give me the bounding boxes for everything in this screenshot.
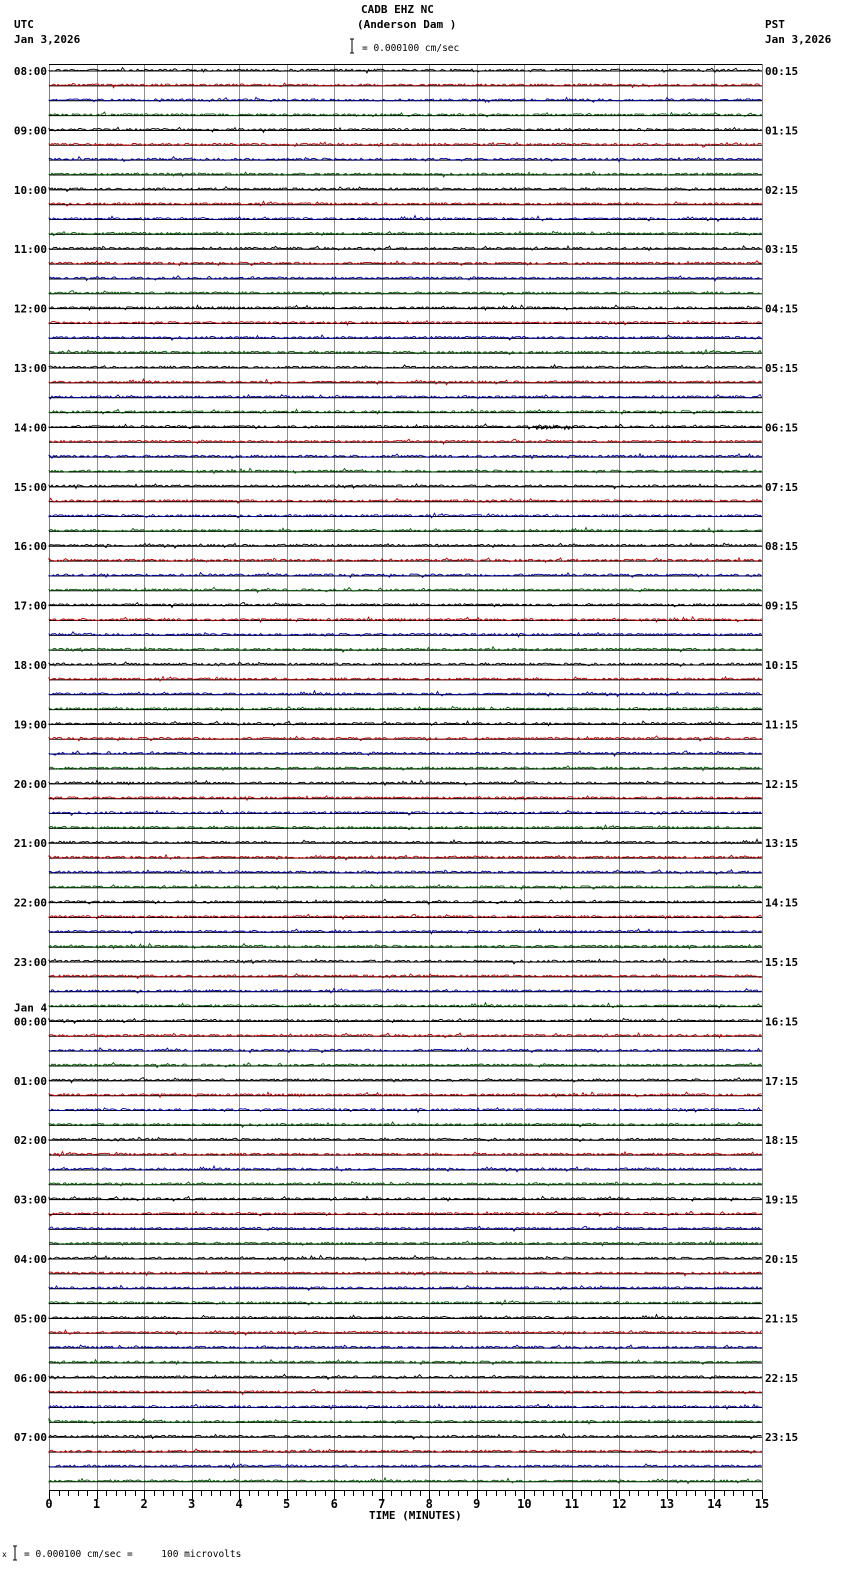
- utc-hour-label: 23:00: [13, 956, 47, 969]
- trace-row: [49, 1330, 762, 1335]
- footer-prefix: x: [2, 1550, 7, 1559]
- station-location: (Anderson Dam ): [357, 18, 457, 31]
- trace-row: [49, 1137, 762, 1141]
- pst-hour-label: 14:15: [765, 896, 799, 910]
- trace-row: [49, 617, 762, 622]
- event-burst: [534, 426, 573, 430]
- pst-hour-label: 19:15: [765, 1193, 799, 1207]
- trace-row: [49, 1360, 762, 1365]
- utc-hour-label: 14:00: [13, 421, 47, 435]
- pst-hour-label: 07:15: [765, 480, 799, 494]
- x-axis-label: TIME (MINUTES): [369, 1509, 462, 1522]
- trace-row: [49, 1256, 762, 1261]
- utc-hour-label: 17:00: [13, 599, 47, 613]
- trace-row: [49, 350, 762, 355]
- x-tick-label: 11: [564, 1497, 580, 1511]
- utc-hour-label: 21:00: [13, 837, 47, 851]
- trace-row: [49, 766, 762, 771]
- trace-row: [49, 439, 762, 444]
- trace-row: [49, 885, 762, 890]
- trace-row: [49, 1300, 762, 1305]
- trace-row: [49, 944, 762, 949]
- trace-row: [49, 1404, 762, 1409]
- utc-hour-label: 13:00: [13, 362, 47, 375]
- x-tick-label: 8: [425, 1497, 433, 1511]
- trace-row: [49, 1226, 762, 1231]
- pst-hour-label: 05:15: [765, 362, 799, 375]
- trace-row: [49, 216, 762, 222]
- trace-row: [49, 1196, 762, 1201]
- trace-row: [49, 691, 762, 697]
- trace-row: [49, 276, 762, 281]
- trace-row: [49, 97, 762, 102]
- trace-row: [49, 1122, 762, 1127]
- trace-row: [49, 1241, 762, 1246]
- trace-row: [49, 1478, 762, 1484]
- trace-row: [49, 305, 762, 310]
- right-date: Jan 3,2026: [765, 33, 832, 46]
- trace-row: [49, 870, 762, 875]
- trace-row: [49, 468, 762, 473]
- trace-row: [49, 68, 762, 73]
- trace-row: [49, 1449, 762, 1453]
- trace-row: [49, 187, 762, 192]
- x-tick-label: 14: [707, 1497, 722, 1511]
- pst-hour-label: 00:15: [765, 65, 799, 78]
- trace-row: [49, 1063, 762, 1068]
- trace-row: [49, 662, 762, 666]
- pst-hour-label: 15:15: [765, 956, 799, 969]
- utc-hour-label: 04:00: [13, 1253, 47, 1266]
- trace-row: [49, 1078, 762, 1083]
- x-tick-label: 15: [754, 1497, 770, 1511]
- trace-row: [49, 855, 762, 860]
- header-scale-text: = 0.000100 cm/sec: [362, 43, 460, 54]
- trace-row: [49, 246, 762, 251]
- trace-row: [49, 647, 762, 652]
- trace-row: [49, 929, 762, 934]
- left-timezone: UTC: [14, 18, 34, 31]
- trace-row: [49, 498, 762, 503]
- trace-row: [49, 974, 762, 979]
- trace-row: [49, 513, 762, 518]
- x-tick-label: 2: [140, 1497, 148, 1511]
- trace-row: [49, 1003, 762, 1008]
- utc-hour-label: 11:00: [13, 243, 47, 257]
- trace-row: [49, 796, 762, 800]
- pst-hour-label: 17:15: [765, 1074, 799, 1088]
- station-title: CADB EHZ NC: [361, 3, 434, 16]
- x-tick-label: 1: [92, 1497, 101, 1511]
- pst-hour-label: 11:15: [765, 718, 799, 732]
- utc-hour-label: 12:00: [13, 302, 47, 316]
- trace-row: [49, 1018, 762, 1023]
- utc-hour-label: 19:00: [13, 718, 47, 732]
- utc-hour-label: 16:00: [13, 540, 47, 554]
- footer-scale-bar-icon: [13, 1546, 17, 1560]
- trace-row: [49, 424, 762, 429]
- seismic-traces: [49, 68, 762, 1484]
- trace-row: [49, 201, 762, 206]
- x-tick-label: 5: [283, 1497, 291, 1511]
- pst-hour-label: 06:15: [765, 421, 799, 435]
- footer-scale-text: = 0.000100 cm/sec = 100 microvolts: [24, 1549, 242, 1560]
- trace-row: [49, 172, 762, 177]
- trace-row: [49, 142, 762, 147]
- x-tick-label: 10: [517, 1497, 532, 1511]
- trace-row: [49, 321, 762, 325]
- trace-row: [49, 780, 762, 785]
- pst-hour-label: 03:15: [765, 243, 799, 257]
- utc-hour-label: 09:00: [13, 124, 47, 138]
- x-tick-label: 6: [330, 1497, 338, 1511]
- pst-hour-label: 08:15: [765, 540, 799, 554]
- trace-row: [49, 632, 762, 637]
- trace-row: [49, 1108, 762, 1112]
- utc-hour-label: 02:00: [13, 1134, 47, 1148]
- trace-row: [49, 454, 762, 459]
- trace-row: [49, 914, 762, 919]
- pst-hour-label: 04:15: [765, 302, 799, 316]
- pst-hour-label: 23:15: [765, 1431, 799, 1445]
- trace-row: [49, 603, 762, 608]
- trace-row: [49, 1285, 762, 1290]
- utc-hour-label: 20:00: [13, 777, 47, 791]
- trace-row: [49, 721, 762, 726]
- trace-row: [49, 1345, 762, 1350]
- utc-hour-label: 22:00: [13, 896, 47, 910]
- x-tick-label: 3: [187, 1497, 196, 1511]
- trace-row: [49, 335, 762, 340]
- pst-hour-label: 01:15: [765, 124, 799, 138]
- date-change-label: Jan 4: [14, 1001, 48, 1015]
- trace-row: [49, 261, 762, 266]
- trace-row: [49, 157, 762, 162]
- utc-hour-label: 06:00: [13, 1371, 47, 1385]
- left-date: Jan 3,2026: [14, 33, 81, 46]
- trace-row: [49, 1419, 762, 1424]
- pst-hour-label: 02:15: [765, 183, 799, 197]
- utc-hour-label: 00:00: [13, 1015, 47, 1029]
- trace-row: [49, 573, 762, 578]
- trace-row: [49, 1211, 762, 1216]
- trace-row: [49, 988, 762, 993]
- trace-row: [49, 1092, 762, 1097]
- x-axis: [45, 1490, 769, 1511]
- utc-hour-label: 03:00: [13, 1193, 47, 1207]
- utc-hour-label: 01:00: [13, 1074, 47, 1088]
- utc-hour-label: 08:00: [13, 65, 47, 78]
- trace-row: [49, 1374, 762, 1379]
- pst-hour-label: 12:15: [765, 777, 799, 791]
- trace-row: [49, 825, 762, 830]
- trace-row: [49, 587, 762, 592]
- trace-row: [49, 1033, 762, 1038]
- pst-hour-label: 22:15: [765, 1371, 799, 1385]
- utc-hour-label: 18:00: [13, 659, 47, 672]
- trace-row: [49, 751, 762, 756]
- x-tick-label: 9: [473, 1497, 481, 1511]
- x-tick-label: 4: [235, 1497, 243, 1511]
- trace-row: [49, 1166, 762, 1172]
- trace-row: [49, 112, 762, 117]
- pst-hour-label: 10:15: [765, 659, 799, 672]
- pst-hour-label: 16:15: [765, 1015, 799, 1029]
- pst-hour-label: 21:15: [765, 1312, 799, 1326]
- trace-row: [49, 1434, 762, 1439]
- pst-hour-label: 20:15: [765, 1253, 799, 1266]
- x-tick-label: 7: [378, 1497, 386, 1511]
- trace-row: [49, 409, 762, 414]
- pst-hour-label: 09:15: [765, 599, 799, 613]
- x-tick-label: 12: [612, 1497, 627, 1511]
- trace-row: [49, 810, 762, 815]
- x-tick-label: 0: [45, 1497, 53, 1511]
- trace-row: [49, 899, 762, 904]
- utc-hour-label: 15:00: [13, 480, 47, 494]
- scale-bar-icon: [350, 39, 354, 53]
- trace-row: [49, 736, 762, 741]
- trace-row: [49, 558, 762, 563]
- trace-row: [49, 1048, 762, 1053]
- x-tick-label: 13: [659, 1497, 675, 1511]
- utc-hour-label: 10:00: [13, 183, 47, 197]
- utc-hour-label: 05:00: [13, 1312, 47, 1326]
- pst-hour-label: 18:15: [765, 1134, 799, 1148]
- trace-row: [49, 1390, 762, 1395]
- utc-hour-label: 07:00: [13, 1431, 47, 1445]
- pst-hour-label: 13:15: [765, 837, 799, 851]
- trace-row: [49, 959, 762, 964]
- right-timezone: PST: [765, 18, 785, 31]
- trace-row: [49, 379, 762, 385]
